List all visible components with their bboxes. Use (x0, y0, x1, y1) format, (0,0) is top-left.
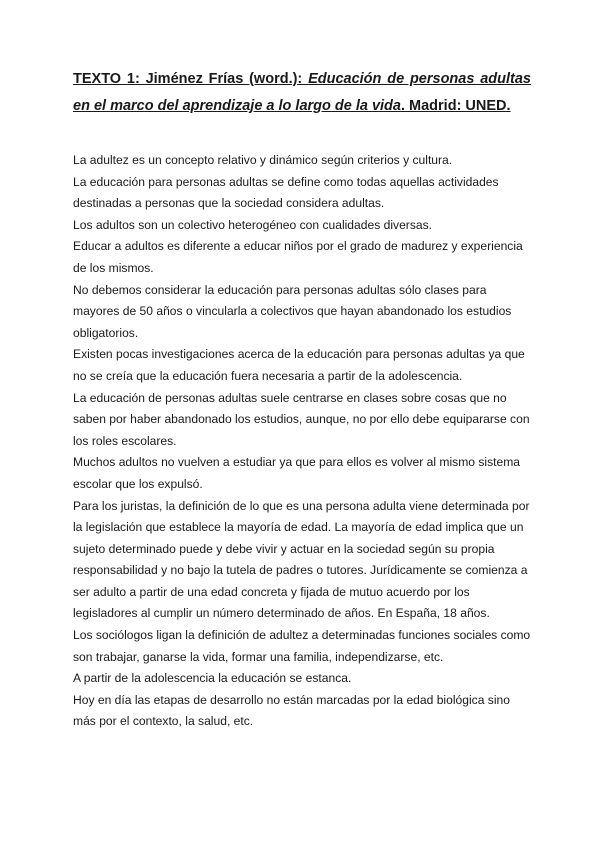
paragraph: Educar a adultos es diferente a educar niños por el grado de madurez y experiencia de los mismos. (73, 239, 523, 275)
paragraph: No debemos considerar la educación para personas adultas sólo clases para mayores de 50 años o vincularla a colectivos que hayan abandonado los estudios obligatorios. (73, 282, 512, 340)
paragraph: Muchos adultos no vuelven a estudiar ya que para ellos es volver al mismo sistema escolar que los expulsó. (73, 455, 521, 491)
paragraph: La educación de personas adultas suele centrarse en clases sobre cosas que no saben por haber abandonado los estudios, aunque, no por ello debe equipararse con los roles escolares. (73, 390, 530, 448)
paragraph: Para los juristas, la definición de lo que es una persona adulta viene determinada por la legislación que establece la mayoría de edad. La mayoría de edad implica que un sujeto determinado puede y debe vivir y actuar en la sociedad según su propia responsabilidad y no bajo la tutela de padres o tutores. Jurídicamente se comienza a ser adulto a partir de una edad concreta y fijada de mutuo acuerdo por los legisladores al cumplir un número determinado de años. En España, 18 años. (73, 498, 530, 621)
title-prefix: TEXTO 1: Jiménez Frías (word.): (73, 71, 309, 87)
paragraph: Los adultos son un colectivo heterogéneo con cualidades diversas. (73, 217, 433, 232)
paragraph: A partir de la adolescencia la educación se estanca. (73, 671, 352, 686)
paragraph: Existen pocas investigaciones acerca de la educación para personas adultas ya que no se creía que la educación fuera necesaria a partir de la adolescencia. (73, 347, 525, 383)
title-book: Educación de personas adultas en el marco del aprendizaje a lo largo de la vida (73, 71, 531, 114)
title-suffix: . Madrid: UNED. (400, 98, 511, 114)
paragraph: La adultez es un concepto relativo y dinámico según criterios y cultura. (73, 153, 453, 167)
document-title (73, 66, 531, 120)
paragraph: Los sociólogos ligan la definición de adultez a determinadas funciones sociales como son trabajar, ganarse la vida, formar una familia, independizarse, etc. (73, 628, 531, 664)
paragraph: Hoy en día las etapas de desarrollo no están marcadas por la edad biológica sino más por el contexto, la salud, etc. (73, 692, 510, 729)
document-body (73, 150, 531, 733)
paragraph: La educación para personas adultas se define como todas aquellas actividades destinadas a personas que la sociedad considera adultas. (73, 174, 499, 211)
document-page (73, 66, 531, 733)
